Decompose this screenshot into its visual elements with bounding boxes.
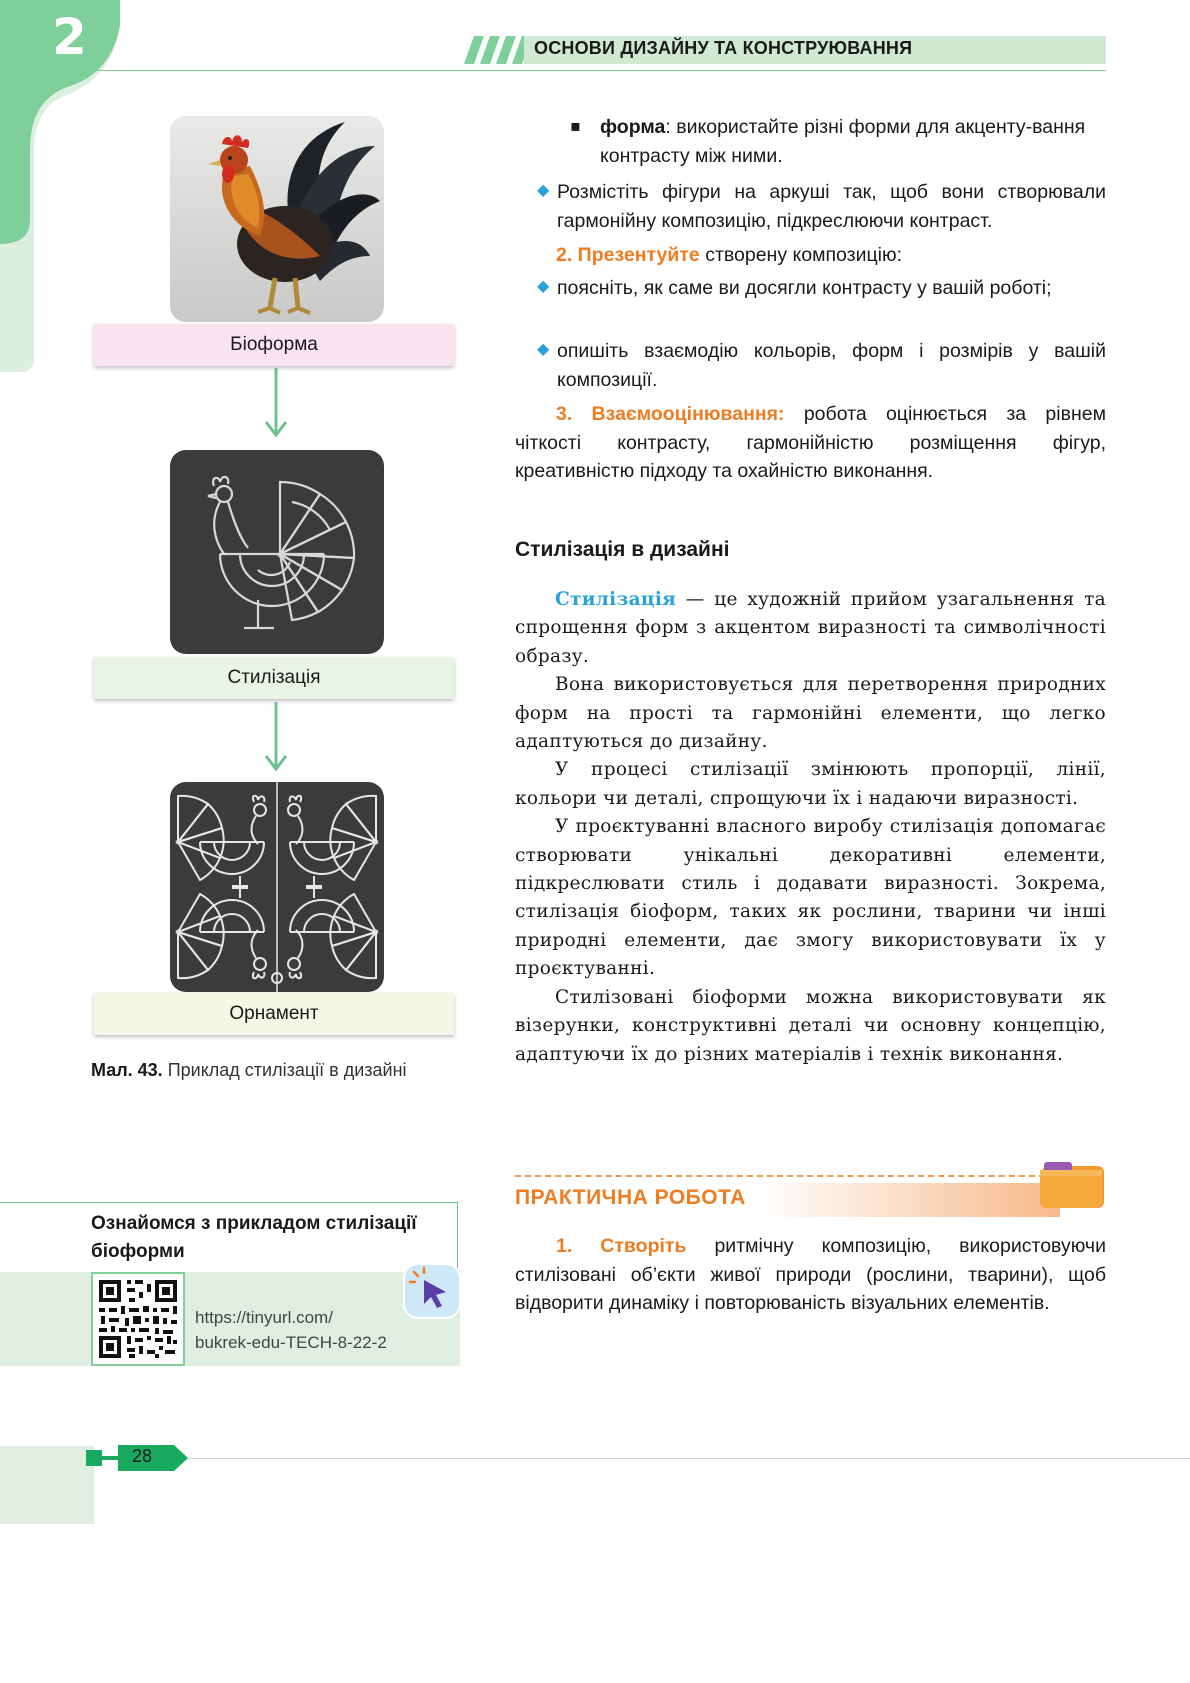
bullet-place: Розмістіть фігури на аркуші так, щоб вони створювали гармонійну композицію, підкреслюючи контраст. — [557, 181, 1106, 232]
label-bioform: Біоформа — [94, 324, 454, 366]
section-heading: Стилізація в дизайні — [515, 538, 730, 561]
ornament-pattern — [170, 782, 384, 992]
header-title: ОСНОВИ ДИЗАЙНУ ТА КОНСТРУЮВАННЯ — [534, 38, 913, 58]
page-number-tag — [118, 1445, 188, 1471]
bullet-forma-text: : використайте різні форми для акценту-вання контрасту між ними. — [600, 116, 1086, 167]
practical-step-1 — [515, 1232, 1106, 1318]
page-number: 28 — [132, 1446, 153, 1466]
section-body — [515, 586, 1106, 1069]
qr-panel-border — [0, 1202, 458, 1203]
label-stylization: Стилізація — [94, 657, 454, 699]
term-forma: форма — [600, 116, 666, 138]
footer-divider — [188, 1458, 1190, 1459]
bullet-forma — [600, 113, 1106, 170]
term-stylization: Стилізація — [555, 589, 677, 610]
figure-caption-text: Приклад стилізації в дизайні — [162, 1060, 407, 1080]
step-3 — [515, 400, 1106, 486]
bullet-marker: ◆ — [537, 180, 550, 199]
qr-code[interactable] — [91, 1272, 185, 1366]
bullet-explain: поясніть, як саме ви досягли контрасту у вашій роботі; — [557, 277, 1052, 299]
stylized-rooster — [170, 450, 384, 654]
paragraph-1-text: — це художній прийом узагальнення та спрощення форм з акцентом виразності та символічності образу. — [515, 589, 1106, 667]
practical-step-1-text: ритмічну композицію, використовуючи стилізовані об’єкти живої природи (рослини, тварини), щоб відворити динаміку і повторюваність візуальних елементів. — [515, 1235, 1106, 1314]
chapter-number: 2 — [52, 8, 87, 66]
step-3-text: робота оцінюється за рівнем чіткості контрасту, гармонійністю розміщення фігур, креативністю підходу та охайністю виконання. — [515, 403, 1106, 482]
step-3-label: 3. Взаємооцінювання: — [556, 403, 785, 425]
label-ornament: Орнамент — [94, 993, 454, 1035]
bullet-marker: ▪ — [570, 116, 581, 135]
practical-divider — [515, 1175, 1045, 1177]
footer-square — [86, 1450, 102, 1466]
bullet-describe: опишіть взаємодію кольорів, форм і розмірів у вашій композиції. — [557, 340, 1106, 391]
arrow-down-icon — [264, 702, 288, 772]
step-2-label: 2. Презентуйте — [556, 244, 700, 266]
footer-block — [0, 1446, 94, 1524]
paragraph-3: У процесі стилізації змінюють пропорції, лінії, кольори чи деталі, спрощуючи їх і надаючи виразності. — [515, 759, 1106, 809]
figure-caption — [91, 1060, 407, 1081]
folder-icon — [1038, 1160, 1106, 1210]
practical-step-1-label: 1. Створіть — [556, 1235, 687, 1257]
step-2-text: створену композицію: — [699, 244, 903, 266]
arrow-down-icon — [264, 368, 288, 438]
qr-url-line2[interactable]: bukrek-edu-TECH-8-22-2 — [195, 1333, 387, 1352]
paragraph-4: У проєктуванні власного виробу стилізація допомагає створювати унікальні декоративні елементи, підкреслювати стиль і додавати виразності. Зокрема, стилізація біоформ, таких як рослини, тварини чи інші природні елементи, дає змогу використовувати їх у проєктуванні. — [515, 816, 1106, 980]
cursor-click-icon[interactable] — [402, 1262, 462, 1320]
practical-heading: ПРАКТИЧНА РОБОТА — [515, 1186, 746, 1209]
figure-caption-number: Мал. 43. — [91, 1060, 163, 1080]
qr-panel-title: Ознайомся з прикладом стилізації біоформи — [91, 1213, 417, 1262]
paragraph-5: Стилізовані біоформи можна використовувати як візерунки, конструктивні деталі чи основну концепцію, адаптуючи їх до різних матеріалів і технік виконання. — [515, 986, 1106, 1065]
rooster-photo — [170, 116, 384, 322]
step-2 — [556, 241, 1106, 270]
bullet-marker: ◆ — [537, 276, 550, 295]
header-divider — [0, 70, 1106, 71]
qr-url-line1[interactable]: https://tinyurl.com/ — [195, 1308, 333, 1327]
bullet-marker: ◆ — [537, 339, 550, 358]
paragraph-2: Вона використовується для перетворення природних форм на прості та гармонійні елементи, що легко адаптуються до дизайну. — [515, 674, 1106, 753]
paragraph-1 — [515, 586, 1106, 671]
practical-heading-band — [760, 1183, 1060, 1217]
